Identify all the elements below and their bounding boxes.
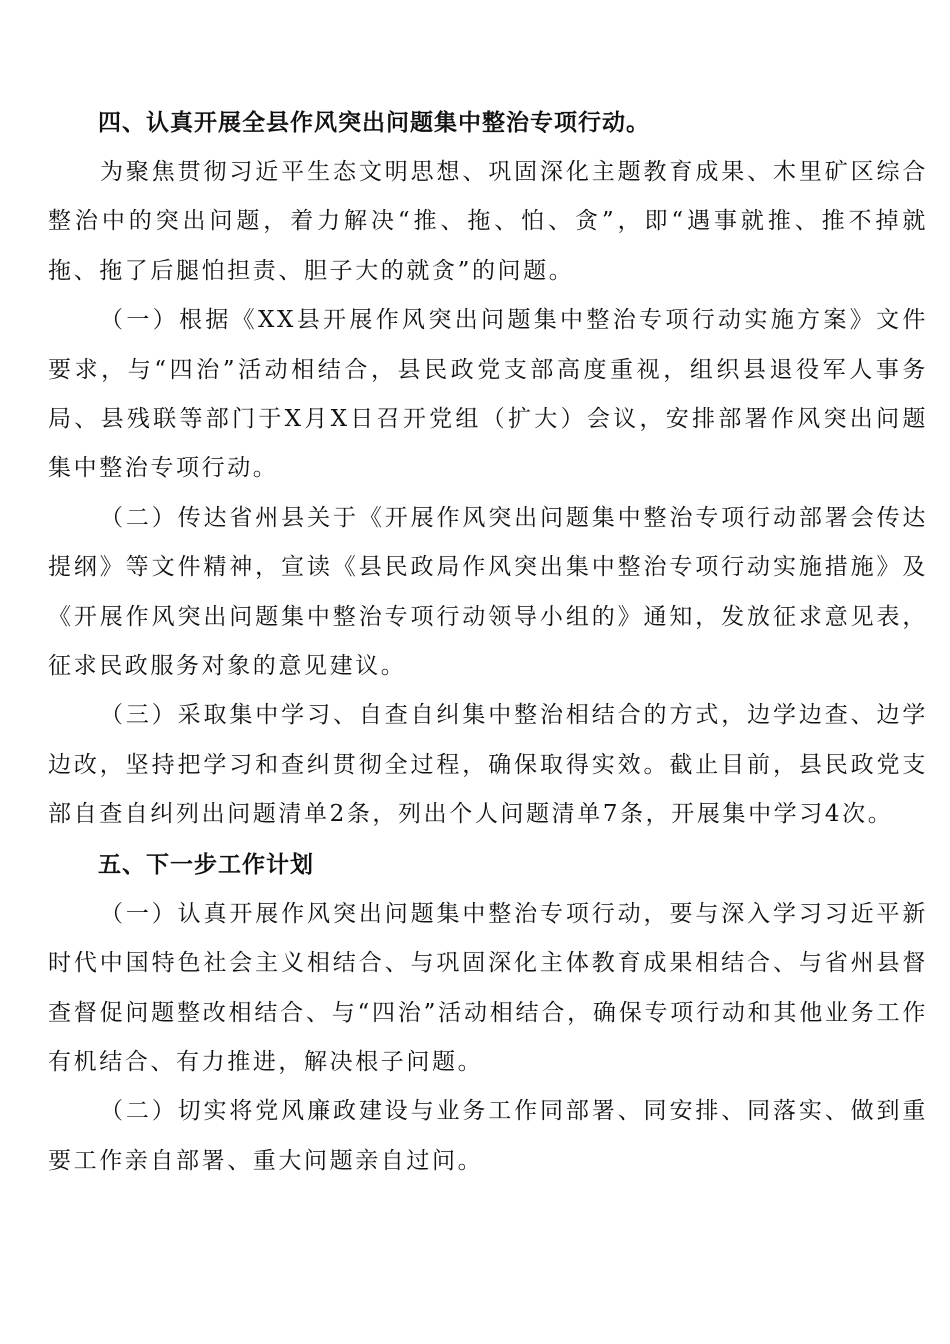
section-heading-five: 五、下一步工作计划 <box>98 851 314 878</box>
paragraph-item-three: （三）采取集中学习、自查自纠集中整治相结合的方式，边学边查、边学边改，坚持把学习和查纠贯彻全过程，确保取得实效。截止目前，县民政党支部自查自纠列出问题清单2条，列出个人问题清单7条，开展集中学习4次。 <box>48 702 928 828</box>
paragraph-item-two: （二）传达省州县关于《开展作风突出问题集中整治专项行动部署会传达提纲》等文件精神，宣读《县民政局作风突出集中整治专项行动实施措施》及《开展作风突出问题集中整治专项行动领导小组的》通知，发放征求意见表，征求民政服务对象的意见建议。 <box>48 504 928 680</box>
section-heading-four: 四、认真开展全县作风突出问题集中整治专项行动。 <box>98 110 650 136</box>
document-body <box>48 98 928 1186</box>
paragraph-item-one: （一）根据《XX县开展作风突出问题集中整治专项行动实施方案》文件要求，与“四治”活动相结合，县民政党支部高度重视，组织县退役军人事务局、县残联等部门于X月X日召开党组（扩大）会议，安排部署作风突出问题集中整治专项行动。 <box>48 307 928 482</box>
paragraph-intro: 为聚焦贯彻习近平生态文明思想、巩固深化主题教育成果、木里矿区综合整治中的突出问题，着力解决“推、拖、怕、贪”，即“遇事就推、推不掉就拖、拖了后腿怕担责、胆子大的就贪”的问题。 <box>48 159 928 284</box>
paragraph-plan-one: （一）认真开展作风突出问题集中整治专项行动，要与深入学习习近平新时代中国特色社会主义相结合、与巩固深化主体教育成果相结合、与省州县督查督促问题整改相结合、与“四治”活动相结合，确保专项行动和其他业务工作有机结合、有力推进，解决根子问题。 <box>48 900 928 1075</box>
paragraph-plan-two: （二）切实将党风廉政建设与业务工作同部署、同安排、同落实、做到重要工作亲自部署、重大问题亲自过问。 <box>48 1098 928 1174</box>
